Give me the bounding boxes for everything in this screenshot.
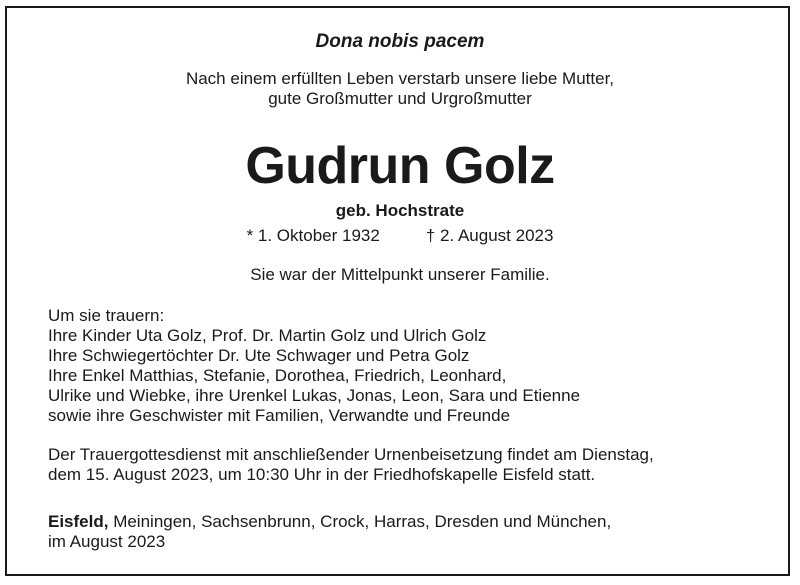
mourner-line: Ihre Schwiegertöchter Dr. Ute Schwager und Petra Golz [48,346,470,365]
deceased-name: Gudrun Golz [245,137,555,195]
mourners-heading: Um sie trauern: [48,306,165,325]
places-line [48,512,768,532]
motto: Dona nobis pacem [315,31,485,52]
place-bold: Eisfeld, [48,512,109,531]
service-line: dem 15. August 2023, um 10:30 Uhr in der Friedhofskapelle Eisfeld statt. [48,465,596,484]
places-rest: Meiningen, Sachsenbrunn, Crock, Harras, Dresden und München, [108,512,612,531]
tagline: Sie war der Mittelpunkt unserer Familie. [250,265,550,284]
service-info [48,445,768,485]
maiden-name: geb. Hochstrate [335,201,465,220]
intro-text [0,69,800,109]
mourner-line: Ulrike und Wiebke, ihre Urenkel Lukas, Jonas, Leon, Sara und Etienne [48,386,581,405]
notice-date: im August 2023 [48,532,166,551]
birth-date: * 1. Oktober 1932 [246,226,380,245]
mourner-line: sowie ihre Geschwister mit Familien, Verwandte und Freunde [48,406,511,425]
death-date: † 2. August 2023 [425,226,554,245]
life-dates [0,226,800,246]
mourner-line: Ihre Enkel Matthias, Stefanie, Dorothea, Friedrich, Leonhard, [48,366,507,385]
service-line: Der Trauergottesdienst mit anschließender Urnenbeisetzung findet am Dienstag, [48,445,654,464]
place-and-date [48,512,768,552]
mourner-line: Ihre Kinder Uta Golz, Prof. Dr. Martin Golz und Ulrich Golz [48,326,487,345]
intro-line: gute Großmutter und Urgroßmutter [268,89,532,108]
intro-line: Nach einem erfüllten Leben verstarb unsere liebe Mutter, [185,69,615,88]
mourners-block [48,306,768,426]
